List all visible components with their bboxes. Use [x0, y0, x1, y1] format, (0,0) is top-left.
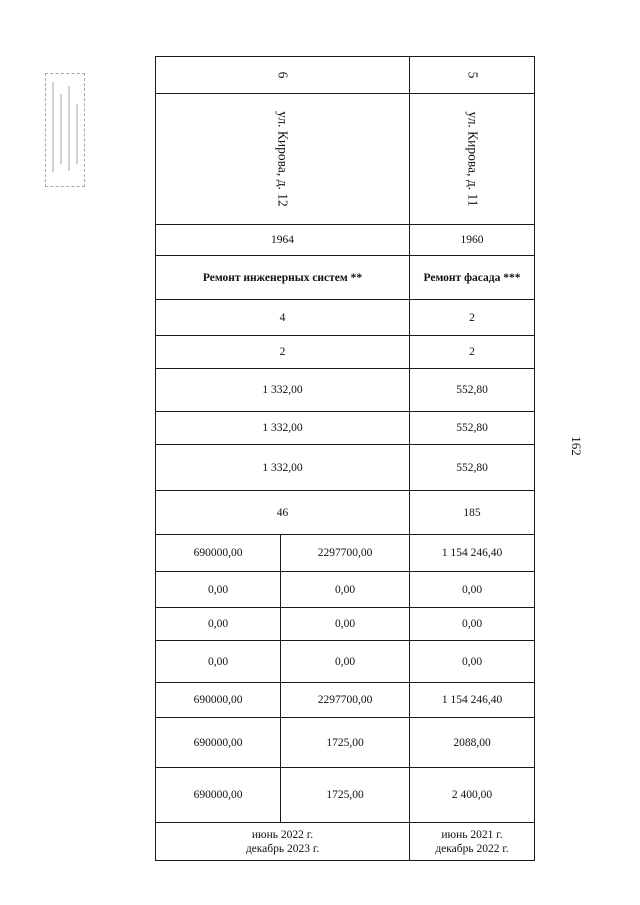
- entrances-right: 2: [410, 336, 535, 369]
- area-3-right: 552,80: [410, 445, 535, 491]
- year-right: 1960: [410, 225, 535, 256]
- address-right: ул. Кирова, д. 11: [410, 94, 535, 225]
- money-cell-b: 0,00: [281, 608, 410, 641]
- residents-left: 46: [156, 491, 410, 535]
- year-row: [156, 225, 535, 256]
- money-cell-c: 1 154 246,40: [410, 535, 535, 572]
- address-left: ул. Кирова, д. 12: [156, 94, 410, 225]
- schedule-right-start: июнь 2021 г.: [441, 828, 503, 841]
- money-cell-b: 1725,00: [281, 768, 410, 823]
- column-number-right: 5: [410, 57, 535, 94]
- money-cell-a: 0,00: [156, 572, 281, 608]
- money-row: [156, 608, 535, 641]
- money-cell-a: 690000,00: [156, 683, 281, 718]
- money-cell-c: 1 154 246,40: [410, 683, 535, 718]
- money-row: [156, 768, 535, 823]
- money-cell-a: 690000,00: [156, 535, 281, 572]
- page-number: 162: [568, 436, 584, 456]
- schedule-left-end: декабрь 2023 г.: [245, 842, 320, 855]
- residents-right: 185: [410, 491, 535, 535]
- registration-stamp: [45, 73, 85, 187]
- schedule-right-end: декабрь 2022 г.: [435, 842, 509, 855]
- money-cell-a: 690000,00: [156, 768, 281, 823]
- money-cell-b: 1725,00: [281, 718, 410, 768]
- work-type-row: [156, 256, 535, 300]
- money-cell-c: 0,00: [410, 608, 535, 641]
- money-row: [156, 535, 535, 572]
- address-row: [156, 94, 535, 225]
- money-cell-b: 2297700,00: [281, 535, 410, 572]
- schedule-right: [410, 823, 535, 861]
- floors-right: 2: [410, 300, 535, 336]
- floors-row: [156, 300, 535, 336]
- schedule-row: [156, 823, 535, 861]
- money-cell-c: 0,00: [410, 641, 535, 683]
- year-left: 1964: [156, 225, 410, 256]
- money-cell-c: 2 400,00: [410, 768, 535, 823]
- repair-schedule-table: [155, 56, 535, 861]
- column-number-row: [156, 57, 535, 94]
- money-row: [156, 718, 535, 768]
- money-row: [156, 572, 535, 608]
- entrances-row: [156, 336, 535, 369]
- work-type-left: Ремонт инженерных систем **: [156, 256, 410, 300]
- money-cell-a: 0,00: [156, 641, 281, 683]
- money-row: [156, 641, 535, 683]
- area-2-right: 552,80: [410, 412, 535, 445]
- area-3-left: 1 332,00: [156, 445, 410, 491]
- area-total-left: 1 332,00: [156, 369, 410, 412]
- area-row-2: [156, 412, 535, 445]
- entrances-left: 2: [156, 336, 410, 369]
- money-cell-a: 0,00: [156, 608, 281, 641]
- area-total-right: 552,80: [410, 369, 535, 412]
- money-cell-a: 690000,00: [156, 718, 281, 768]
- money-cell-b: 0,00: [281, 641, 410, 683]
- money-cell-b: 2297700,00: [281, 683, 410, 718]
- floors-left: 4: [156, 300, 410, 336]
- work-type-right: Ремонт фасада ***: [410, 256, 535, 300]
- money-cell-c: 0,00: [410, 572, 535, 608]
- area-row-3: [156, 445, 535, 491]
- money-cell-b: 0,00: [281, 572, 410, 608]
- schedule-left: [156, 823, 410, 861]
- area-total-row: [156, 369, 535, 412]
- residents-row: [156, 491, 535, 535]
- area-2-left: 1 332,00: [156, 412, 410, 445]
- schedule-left-start: июнь 2022 г.: [251, 828, 314, 841]
- money-cell-c: 2088,00: [410, 718, 535, 768]
- column-number-left: 6: [156, 57, 410, 94]
- money-row: [156, 683, 535, 718]
